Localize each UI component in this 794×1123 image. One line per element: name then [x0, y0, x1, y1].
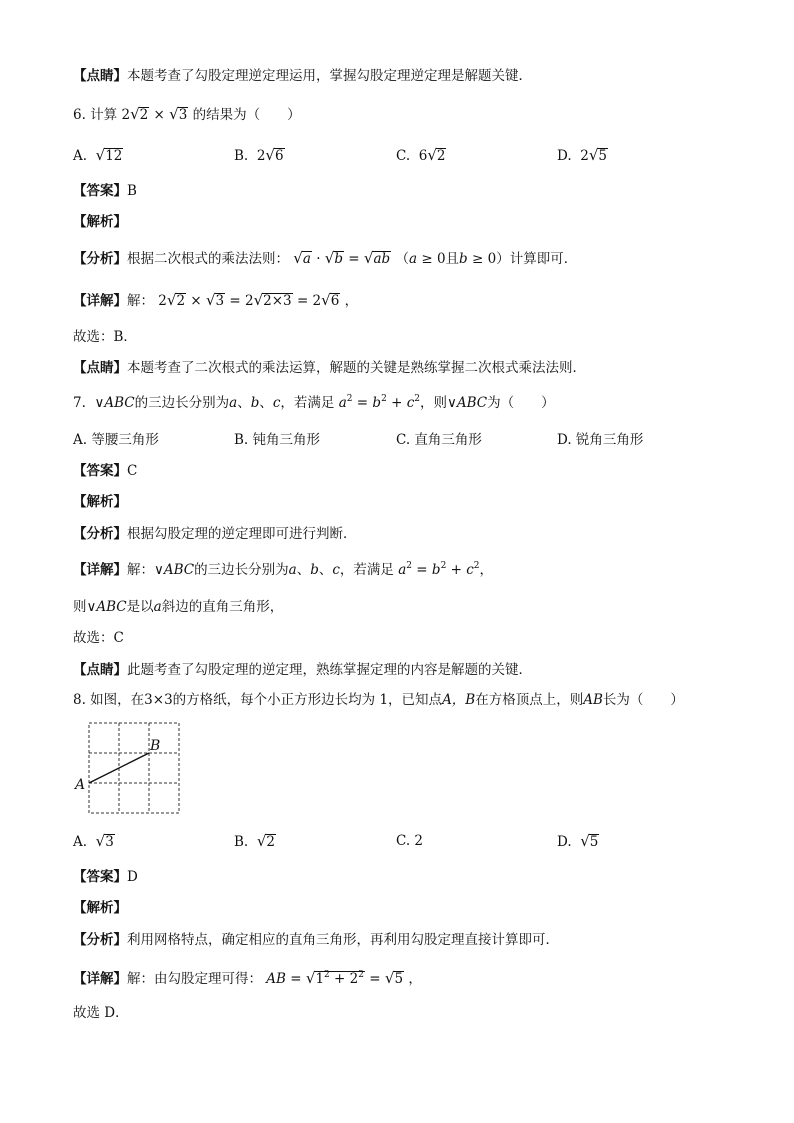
q5-note-tag: 【点睛】: [73, 68, 127, 84]
point-a-label: A: [75, 777, 86, 793]
q8-detail: 【详解】解：由勾股定理可得： AB = $√1^2 + 2^2 = √5$ ，: [73, 969, 422, 987]
q7-stem: 7. ∨ABC的三边长分别为a、b、c，若满足 $a^2 = b^2 + c^2$，则∨ABC为（ ）: [73, 394, 555, 411]
q6-answer: 【答案】B: [73, 183, 137, 199]
q7-option-b: B. 钝角三角形: [234, 432, 321, 448]
q8-option-d: D. √5: [557, 832, 599, 850]
q6-stem-suffix: 的结果为（ ）: [192, 107, 301, 123]
q6-note: 【点睛】本题考查了二次根式的乘法运算，解题的关键是熟练掌握二次根式乘法法则．: [73, 360, 586, 376]
q7-detail: 【详解】解：∨ABC的三边长分别为a、b、c，若满足 $a^2 = b^2 + c^2$，: [73, 561, 494, 578]
q6-option-a: A. √12: [73, 146, 123, 164]
q5-note-text: 本题考查了勾股定理逆定理运用，掌握勾股定理逆定理是解题关键．: [127, 68, 532, 84]
q8-stem: 8. 如图，在3×3的方格纸，每个小正方形边长均为 1，已知点A，B在方格顶点上，则AB长为（ ）: [73, 692, 684, 708]
q6-option-c: C. 6√2: [396, 146, 446, 164]
q8-grid-figure: [72, 718, 187, 818]
q8-analysis-heading: 【解析】: [73, 900, 127, 916]
q6-stem-expression: 2√2 × √3: [121, 105, 188, 123]
q6-option-b: B. 2√6: [234, 146, 284, 164]
q5-note-line: [73, 66, 532, 86]
q7-conclusion: 则∨ABC是以a斜边的直角三角形，: [73, 599, 284, 615]
q6-fenxi: 【分析】根据二次根式的乘法法则： √a · √b = √ab （a ≥ 0且b ≥ 0）计算即可．: [73, 249, 578, 267]
q7-answer: 【答案】C: [73, 463, 138, 479]
q6-rule-formula: √a · √b = √ab: [293, 249, 391, 267]
q8-option-c: C. 2: [396, 833, 424, 849]
q7-option-c: C. 直角三角形: [396, 432, 482, 448]
q7-analysis-heading: 【解析】: [73, 494, 127, 510]
q8-detail-formula: AB = $√1^2 + 2^2 = √5$: [266, 969, 404, 987]
q6-detail-formula: 2√2 × √3 = 2√2×3 = 2√6: [158, 291, 340, 309]
q6-choose: 故选：B．: [73, 329, 137, 345]
q8-choose: 故选 D．: [73, 1005, 129, 1021]
q8-fenxi: 【分析】利用网格特点，确定相应的直角三角形，再利用勾股定理直接计算即可．: [73, 932, 559, 948]
q8-option-b: B. √2: [234, 832, 275, 850]
q7-option-d: D. 锐角三角形: [557, 432, 644, 448]
q7-fenxi: 【分析】根据勾股定理的逆定理即可进行判断．: [73, 526, 357, 542]
q8-answer: 【答案】D: [73, 869, 138, 885]
q6-analysis-heading: 【解析】: [73, 214, 127, 230]
q6-option-d: D. 2√5: [557, 146, 607, 164]
q6-stem: [73, 104, 301, 125]
q7-note: 【点睛】此题考查了勾股定理的逆定理，熟练掌握定理的内容是解题的关键．: [73, 662, 532, 678]
q8-option-a: A. √3: [73, 832, 114, 850]
point-b-label: B: [150, 738, 161, 754]
q6-stem-prefix: 6. 计算: [73, 107, 118, 123]
grid-border: [89, 723, 179, 813]
q6-detail: 【详解】解： 2√2 × √3 = 2√2×3 = 2√6 ，: [73, 291, 359, 309]
q7-option-a: A. 等腰三角形: [73, 432, 159, 448]
q7-choose: 故选：C: [73, 630, 124, 646]
